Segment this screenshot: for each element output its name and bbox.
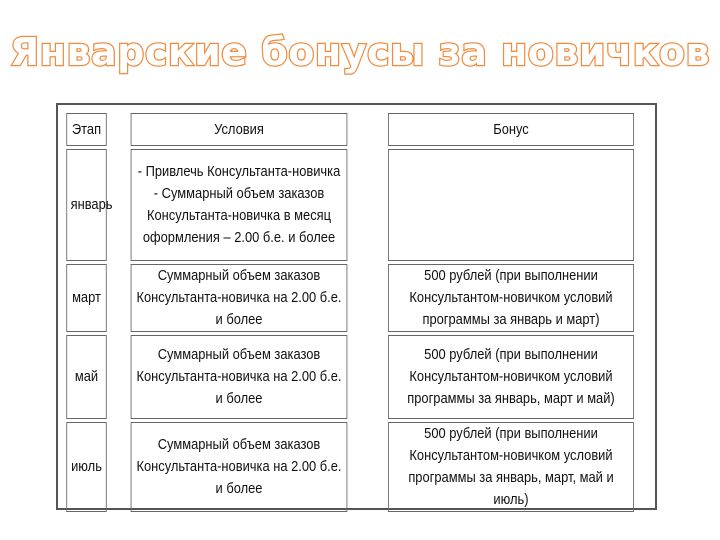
table-row <box>63 264 654 332</box>
table-frame <box>56 103 657 510</box>
stage-cell: июль <box>66 422 106 512</box>
bonus-cell: 500 рублей (при выполнении Консультантом-новичком условий программы за январь, март, май и июль) <box>388 422 634 512</box>
stage-cell: март <box>66 264 106 332</box>
stage-cell: май <box>66 335 106 419</box>
conditions-cell: Суммарный объем заказов Консультанта-новичка на 2.00 б.е. и более <box>131 264 348 332</box>
stage-cell: январь <box>66 149 106 261</box>
conditions-text: - Привлечь Консультанта-новичка - Суммарный объем заказов Консультанта-новичка в месяц оформления – 2.00 б.е. и более <box>137 163 341 246</box>
page-title: Январские бонусы за новичков <box>9 30 711 74</box>
table-header-row <box>63 113 654 146</box>
table-row <box>63 422 654 512</box>
conditions-cell: Суммарный объем заказов Консультанта-новичка на 2.00 б.е. и более <box>131 335 348 419</box>
header-stage: Этап <box>66 113 106 146</box>
bonus-cell: 500 рублей (при выполнении Консультантом-новичком условий программы за январь, март и май) <box>388 335 634 419</box>
bonus-cell: 500 рублей (при выполнении Консультантом-новичком условий программы за январь и март) <box>388 264 634 332</box>
table-row <box>63 149 654 261</box>
conditions-cell <box>131 149 348 261</box>
bonus-cell <box>388 149 634 261</box>
bonus-table <box>60 110 657 515</box>
conditions-cell: Суммарный объем заказов Консультанта-новичка на 2.00 б.е. и более <box>131 422 348 512</box>
header-conditions: Условия <box>131 113 348 146</box>
header-bonus: Бонус <box>388 113 634 146</box>
table-row <box>63 335 654 419</box>
